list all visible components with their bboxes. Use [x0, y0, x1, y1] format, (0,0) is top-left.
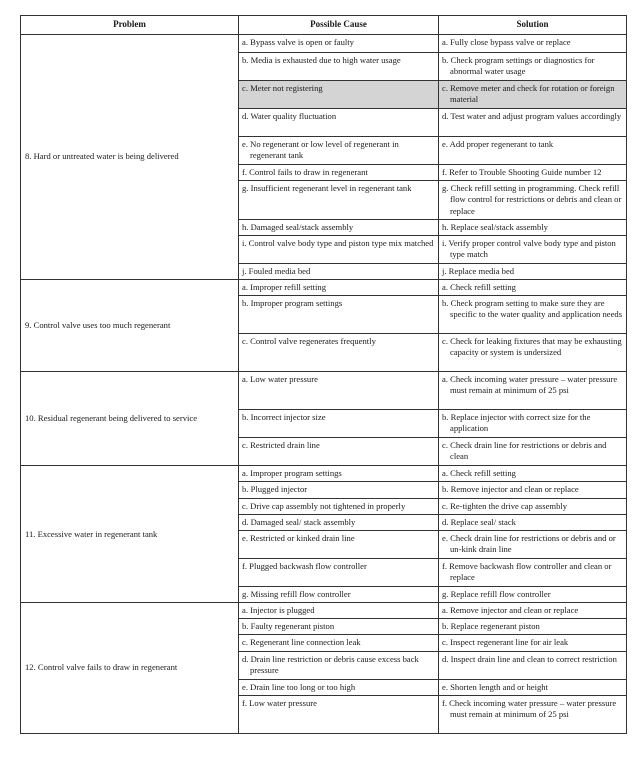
cause-cell	[239, 280, 439, 296]
solution-cell	[439, 137, 627, 165]
problem-cell: 10. Residual regenerant being delivered to service	[21, 372, 239, 466]
solution-text: f. Remove backwash flow controller and clean or replace	[442, 560, 612, 583]
table-row	[21, 280, 627, 296]
table-body	[21, 35, 627, 734]
solution-cell	[439, 109, 627, 137]
cause-text: a. Injector is plugged	[242, 605, 315, 616]
table-row	[21, 35, 627, 53]
solution-cell	[439, 35, 627, 53]
solution-text: b. Replace regenerant piston	[442, 621, 540, 632]
solution-cell	[439, 165, 627, 181]
cause-cell	[239, 137, 439, 165]
cause-text: e. Restricted or kinked drain line	[242, 532, 355, 543]
cause-text: b. Plugged injector	[242, 484, 308, 495]
cause-cell	[239, 514, 439, 530]
cause-cell	[239, 334, 439, 372]
solution-text: a. Check incoming water pressure – water pressure must remain at minimum of 25 psi	[442, 374, 618, 396]
solution-text: c. Remove meter and check for rotation or foreign material	[442, 83, 615, 105]
solution-text: c. Check drain line for restrictions or debris and clean	[442, 440, 607, 462]
solution-cell	[439, 530, 627, 558]
cause-text: f. Control fails to draw in regenerant	[242, 167, 368, 177]
cause-cell	[239, 219, 439, 235]
cause-cell	[239, 235, 439, 263]
cause-cell	[239, 165, 439, 181]
solution-text: g. Replace refill flow controller	[442, 588, 551, 599]
solution-text: i. Verify proper control valve body type and piston type match	[442, 237, 616, 260]
solution-text: c. Check for leaking fixtures that may be exhausting capacity or system is undersized	[442, 336, 622, 358]
cause-cell	[239, 296, 439, 334]
solution-cell	[439, 679, 627, 695]
solution-cell	[439, 603, 627, 619]
cause-text: d. Damaged seal/ stack assembly	[242, 516, 356, 527]
cause-text: e. Drain line too long or too high	[242, 681, 356, 692]
solution-text: b. Check program setting to make sure they are specific to the water quality and application needs	[442, 298, 623, 320]
solution-text: e. Add proper regenerant to tank	[442, 139, 554, 149]
solution-cell	[439, 586, 627, 602]
solution-cell	[439, 498, 627, 514]
solution-cell	[439, 53, 627, 81]
solution-text: h. Replace seal/stack assembly	[442, 221, 548, 232]
solution-cell	[439, 438, 627, 466]
troubleshooting-table	[20, 15, 627, 734]
cause-text: b. Improper program settings	[242, 298, 343, 309]
solution-cell	[439, 619, 627, 635]
solution-text: d. Test water and adjust program values accordingly	[442, 111, 622, 121]
cause-cell	[239, 109, 439, 137]
cause-cell	[239, 679, 439, 695]
cause-cell	[239, 410, 439, 438]
solution-cell	[439, 695, 627, 733]
cause-text: f. Low water pressure	[242, 697, 317, 708]
cause-text: a. Bypass valve is open or faulty	[242, 37, 354, 47]
cause-cell	[239, 263, 439, 279]
solution-cell	[439, 410, 627, 438]
header-problem: Problem	[21, 16, 239, 35]
cause-cell	[239, 35, 439, 53]
cause-cell	[239, 466, 439, 482]
solution-text: f. Check incoming water pressure – water pressure must remain at minimum of 25 psi	[442, 697, 617, 719]
problem-cell: 11. Excessive water in regenerant tank	[21, 466, 239, 603]
solution-cell	[439, 651, 627, 679]
problem-cell: 8. Hard or untreated water is being delivered	[21, 35, 239, 280]
cause-text: e. No regenerant or low level of regenerant in regenerant tank	[242, 139, 399, 161]
solution-text: b. Check program settings or diagnostics for abnormal water usage	[442, 55, 595, 77]
table-row	[21, 466, 627, 482]
cause-text: d. Water quality fluctuation	[242, 111, 337, 121]
solution-text: c. Re-tighten the drive cap assembly	[442, 500, 568, 511]
cause-text: c. Meter not registering	[242, 83, 323, 93]
solution-cell	[439, 466, 627, 482]
table-row	[21, 372, 627, 410]
solution-text: a. Check refill setting	[442, 282, 516, 293]
cause-cell	[239, 651, 439, 679]
header-solution: Solution	[439, 16, 627, 35]
solution-cell	[439, 372, 627, 410]
cause-text: a. Improper program settings	[242, 468, 342, 479]
solution-cell	[439, 263, 627, 279]
cause-cell	[239, 498, 439, 514]
cause-text: c. Restricted drain line	[242, 440, 320, 451]
solution-text: j. Replace media bed	[442, 265, 515, 276]
cause-text: h. Damaged seal/stack assembly	[242, 221, 354, 232]
solution-cell	[439, 296, 627, 334]
solution-text: c. Inspect regenerant line for air leak	[442, 637, 569, 648]
cause-text: b. Faulty regenerant piston	[242, 621, 335, 632]
cause-cell	[239, 695, 439, 733]
solution-text: a. Remove injector and clean or replace	[442, 605, 579, 616]
solution-cell	[439, 81, 627, 109]
problem-cell: 9. Control valve uses too much regenerant	[21, 280, 239, 372]
cause-text: f. Plugged backwash flow controller	[242, 560, 367, 571]
cause-cell	[239, 372, 439, 410]
solution-cell	[439, 482, 627, 498]
cause-text: c. Regenerant line connection leak	[242, 637, 361, 648]
cause-text: d. Drain line restriction or debris cause excess back pressure	[242, 653, 419, 675]
cause-text: i. Control valve body type and piston type mix matched	[242, 237, 434, 248]
cause-cell	[239, 181, 439, 220]
solution-cell	[439, 181, 627, 220]
cause-text: c. Control valve regenerates frequently	[242, 336, 376, 347]
cause-cell	[239, 586, 439, 602]
cause-cell	[239, 81, 439, 109]
table-row	[21, 603, 627, 619]
cause-cell	[239, 619, 439, 635]
cause-text: a. Low water pressure	[242, 374, 318, 385]
cause-text: a. Improper refill setting	[242, 282, 326, 293]
solution-text: d. Inspect drain line and clean to correct restriction	[442, 653, 617, 664]
solution-text: f. Refer to Trouble Shooting Guide number 12	[442, 167, 602, 177]
solution-cell	[439, 635, 627, 651]
solution-cell	[439, 219, 627, 235]
header-row	[21, 16, 627, 35]
solution-text: b. Replace injector with correct size for the application	[442, 412, 591, 434]
solution-cell	[439, 235, 627, 263]
problem-cell: 12. Control valve fails to draw in regenerant	[21, 603, 239, 734]
cause-text: b. Media is exhausted due to high water usage	[242, 55, 401, 65]
cause-text: g. Insufficient regenerant level in regenerant tank	[242, 183, 412, 194]
solution-text: e. Check drain line for restrictions or debris and or un-kink drain line	[442, 532, 616, 555]
solution-cell	[439, 334, 627, 372]
header-possible-cause: Possible Cause	[239, 16, 439, 35]
cause-cell	[239, 482, 439, 498]
cause-text: g. Missing refill flow controller	[242, 588, 351, 599]
solution-cell	[439, 558, 627, 586]
cause-cell	[239, 438, 439, 466]
cause-text: b. Incorrect injector size	[242, 412, 326, 423]
cause-text: c. Drive cap assembly not tightened in properly	[242, 500, 406, 511]
cause-cell	[239, 635, 439, 651]
cause-text: j. Fouled media bed	[242, 265, 311, 276]
solution-text: e. Shorten length and or height	[442, 681, 548, 692]
solution-text: a. Fully close bypass valve or replace	[442, 37, 571, 47]
solution-cell	[439, 280, 627, 296]
solution-text: b. Remove injector and clean or replace	[442, 484, 579, 495]
cause-cell	[239, 530, 439, 558]
solution-text: a. Check refill setting	[442, 468, 516, 479]
cause-cell	[239, 53, 439, 81]
cause-cell	[239, 603, 439, 619]
cause-cell	[239, 558, 439, 586]
solution-cell	[439, 514, 627, 530]
solution-text: d. Replace seal/ stack	[442, 516, 516, 527]
solution-text: g. Check refill setting in programming. Check refill flow control for restrictions or debris and clean or replace	[442, 183, 622, 216]
